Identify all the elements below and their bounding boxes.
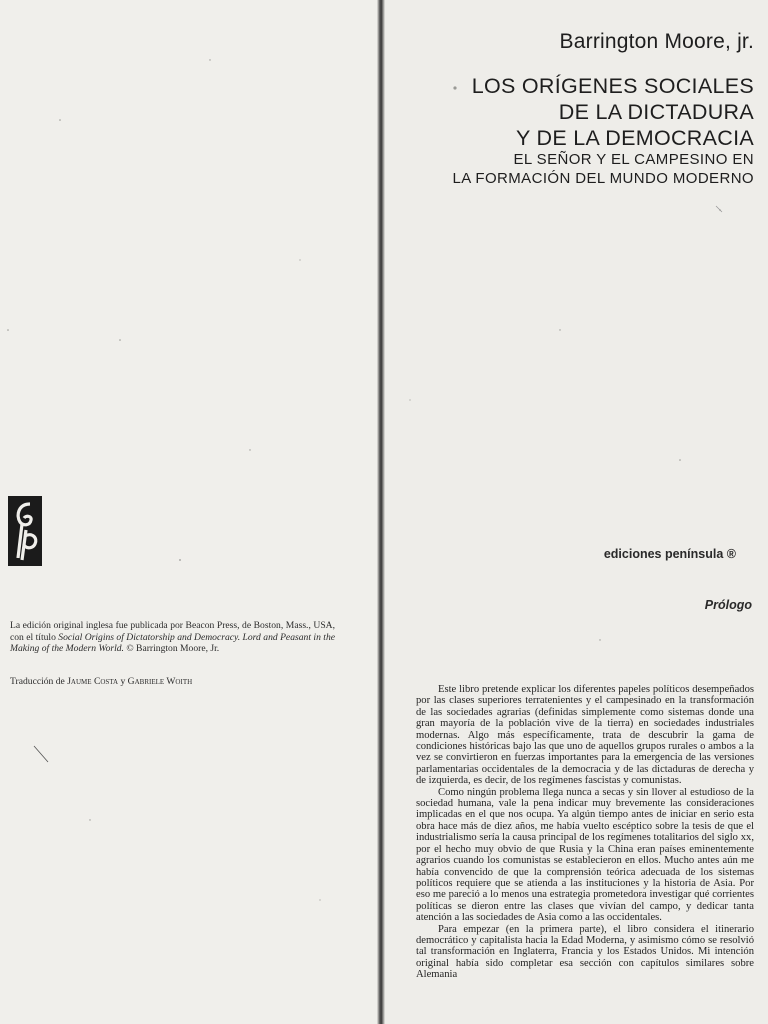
- book-spine: [377, 0, 385, 1024]
- right-page: [382, 0, 768, 1024]
- publisher-name: ediciones península ®: [603, 547, 736, 561]
- book-subtitle: [453, 150, 754, 188]
- publisher-logo-icon: [8, 496, 42, 566]
- prologue-text: [416, 684, 754, 981]
- copyright-notice: La edición original inglesa fue publicada por Beacon Press, de Boston, Mass., USA, con el título Social Origins of Dictatorship and Democracy. Lord and Peasant in the Making of the Modern World. © Barrington Moore, Jr.: [10, 620, 336, 655]
- paragraph: Para empezar (en la primera parte), el libro considera el itinerario democrático y capitalista hacia la Edad Moderna, y asimismo cómo se resolvió tal transformación en Inglaterra, Francia y los Estados Unidos. Mi intención original había sido completar esa sección con capítulos similares sobre Alemania: [416, 923, 754, 981]
- translation-credit: Traducción de Jaume Costa y Gabriele Woith: [10, 676, 193, 687]
- subtitle-line: EL SEÑOR Y EL CAMPESINO EN: [513, 151, 754, 168]
- title-line: LOS ORÍGENES SOCIALES: [471, 74, 754, 98]
- title-line: Y DE LA DEMOCRACIA: [516, 126, 754, 150]
- section-heading: Prólogo: [704, 598, 752, 612]
- left-page: [0, 0, 382, 1024]
- title-line: DE LA DICTADURA: [558, 100, 754, 124]
- author-name: Barrington Moore, jr.: [559, 30, 754, 53]
- book-title: [472, 73, 754, 151]
- paragraph: Como ningún problema llega nunca a secas y sin llover al estudioso de la sociedad humana, vale la pena indicar muy brevemente las consideraciones implicadas en el que nos ocupa. Ya algún tiempo antes de iniciar en serio esta obra hace más de diez años, me había vuelto escéptico sobre la tesis de que el industrialismo sería la causa principal de los regímenes totalitarios del siglo xx, por el hecho muy obvio de que Rusia y la China eran países eminentemente agrarios cuando los comunistas se establecieron en ellos. Mucho antes aún me había convencido de que la comprensión teórica adecuada de los sistemas políticos requiere que se atienda a las instituciones y la historia de Asia. Por eso me pareció a lo menos una estrategia prometedora investigar qué corrientes políticas se dieron entre las clases que vivían del campo, y dedicar tanta atención a las sociedades de Asia como a las occidentales.: [416, 786, 754, 924]
- paragraph: Este libro pretende explicar los diferentes papeles políticos desempeñados por las clases superiores terratenientes y el campesinado en la transformación de las sociedades agrarias (definidas simplemente como sistemas donde una gran mayoría de la población vive de la tierra) en sociedades industriales modernas. Algo más específicamente, trata de descubrir la gama de condiciones históricas bajo las que uno de aquellos grupos rurales o ambos a la vez se convirtieron en fuerzas importantes para la emergencia de las versiones parlamentarias occidentales de la democracia y de las dictaduras de derecha y de izquierda, es decir, de los regímenes fascistas y comunistas.: [416, 684, 754, 787]
- subtitle-line: LA FORMACIÓN DEL MUNDO MODERNO: [452, 170, 754, 187]
